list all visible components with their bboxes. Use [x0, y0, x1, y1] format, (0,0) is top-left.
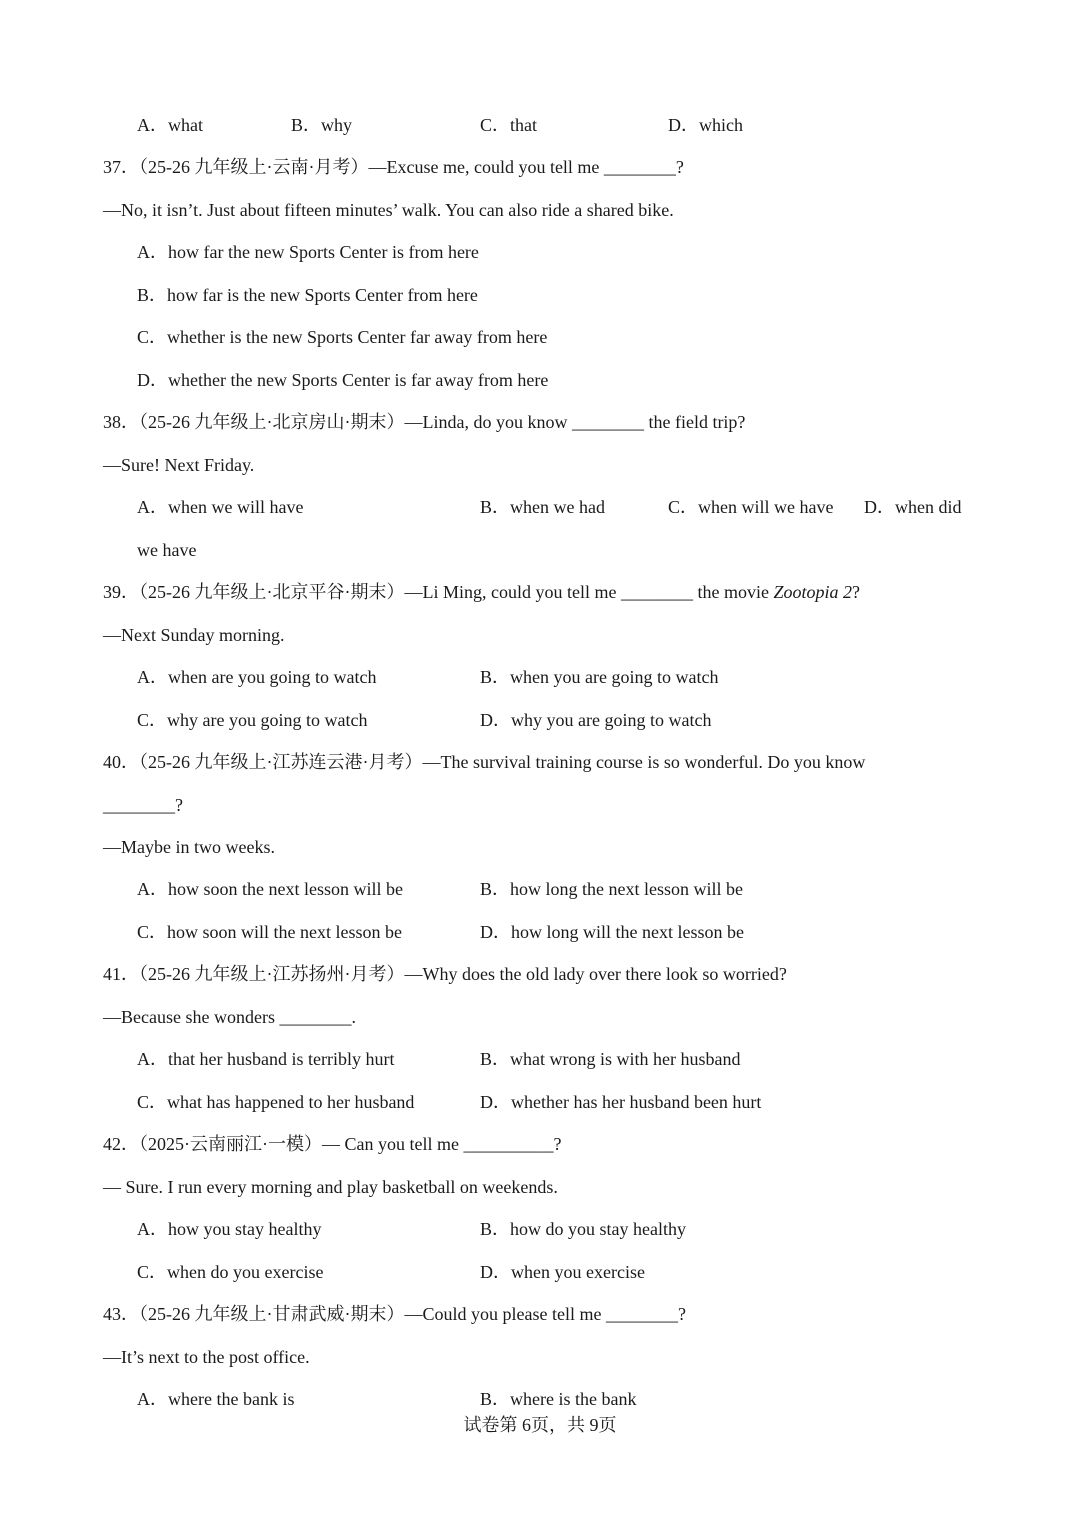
q39-option-d: D．why you are going to watch	[480, 710, 712, 730]
q38-option-a: A．when we will have	[137, 497, 304, 517]
q41-option-b: B．what wrong is with her husband	[480, 1049, 741, 1069]
option-a: A．what	[137, 115, 203, 135]
option-d: D．which	[668, 115, 743, 135]
q37-option-d: D．whether the new Sports Center is far away from here	[137, 370, 549, 390]
q39-option-a: A．when are you going to watch	[137, 667, 377, 687]
q40-option-b: B．how long the next lesson will be	[480, 879, 743, 899]
q42-option-a: A．how you stay healthy	[137, 1219, 322, 1239]
q38-option-d: D．when did	[864, 497, 962, 517]
q42-option-c: C．when do you exercise	[137, 1262, 324, 1282]
q39-option-b: B．when you are going to watch	[480, 667, 719, 687]
q43-option-a: A．where the bank is	[137, 1389, 295, 1409]
answer-37: —No, it isn’t. Just about fifteen minutes’ walk. You can also ride a shared bike.	[103, 200, 674, 220]
question-42: 42．（2025·云南丽江·一模）— Can you tell me __________?	[103, 1134, 562, 1154]
q41-option-d: D．whether has her husband been hurt	[480, 1092, 762, 1112]
movie-title: Zootopia 2	[773, 582, 852, 602]
q42-option-b: B．how do you stay healthy	[480, 1219, 686, 1239]
q40-option-d: D．how long will the next lesson be	[480, 922, 744, 942]
option-b: B．why	[291, 115, 353, 135]
question-39	[103, 580, 860, 604]
q38-option-b: B．when we had	[480, 497, 605, 517]
question-43: 43．（25-26 九年级上·甘肃武威·期末）—Could you please tell me ________?	[103, 1304, 686, 1324]
answer-39: —Next Sunday morning.	[103, 625, 285, 645]
q37-option-c: C．whether is the new Sports Center far away from here	[137, 327, 548, 347]
q42-option-d: D．when you exercise	[480, 1262, 645, 1282]
answer-40: —Maybe in two weeks.	[103, 837, 275, 857]
q40-option-c: C．how soon will the next lesson be	[137, 922, 402, 942]
q40-option-a: A．how soon the next lesson will be	[137, 879, 403, 899]
q39-option-c: C．why are you going to watch	[137, 710, 368, 730]
question-40: 40．（25-26 九年级上·江苏连云港·月考）—The survival training course is so wonderful. Do you know	[103, 752, 866, 772]
q38-option-d-continued: we have	[137, 540, 197, 560]
q43-option-b: B．where is the bank	[480, 1389, 637, 1409]
answer-41: —Because she wonders ________.	[103, 1007, 356, 1027]
question-39-text: 39．（25-26 九年级上·北京平谷·期末）—Li Ming, could you tell me ________ the movie	[103, 582, 774, 602]
answer-42: — Sure. I run every morning and play basketball on weekends.	[103, 1177, 558, 1197]
question-39-mark: ?	[851, 582, 860, 602]
answer-43: —It’s next to the post office.	[103, 1347, 310, 1367]
q41-option-c: C．what has happened to her husband	[137, 1092, 415, 1112]
question-37: 37．（25-26 九年级上·云南·月考）—Excuse me, could you tell me ________?	[103, 157, 684, 177]
page-footer: 试卷第 6页，共 9页	[463, 1415, 617, 1435]
q38-option-c: C．when will we have	[668, 497, 834, 517]
option-c: C．that	[480, 115, 537, 135]
q41-option-a: A．that her husband is terribly hurt	[137, 1049, 395, 1069]
q37-option-b: B．how far is the new Sports Center from here	[137, 285, 478, 305]
q37-option-a: A．how far the new Sports Center is from here	[137, 242, 479, 262]
question-41: 41．（25-26 九年级上·江苏扬州·月考）—Why does the old lady over there look so worried?	[103, 964, 787, 984]
answer-38: —Sure! Next Friday.	[103, 455, 255, 475]
question-38: 38．（25-26 九年级上·北京房山·期末）—Linda, do you know ________ the field trip?	[103, 412, 746, 432]
question-40-continued: ________?	[103, 795, 183, 815]
